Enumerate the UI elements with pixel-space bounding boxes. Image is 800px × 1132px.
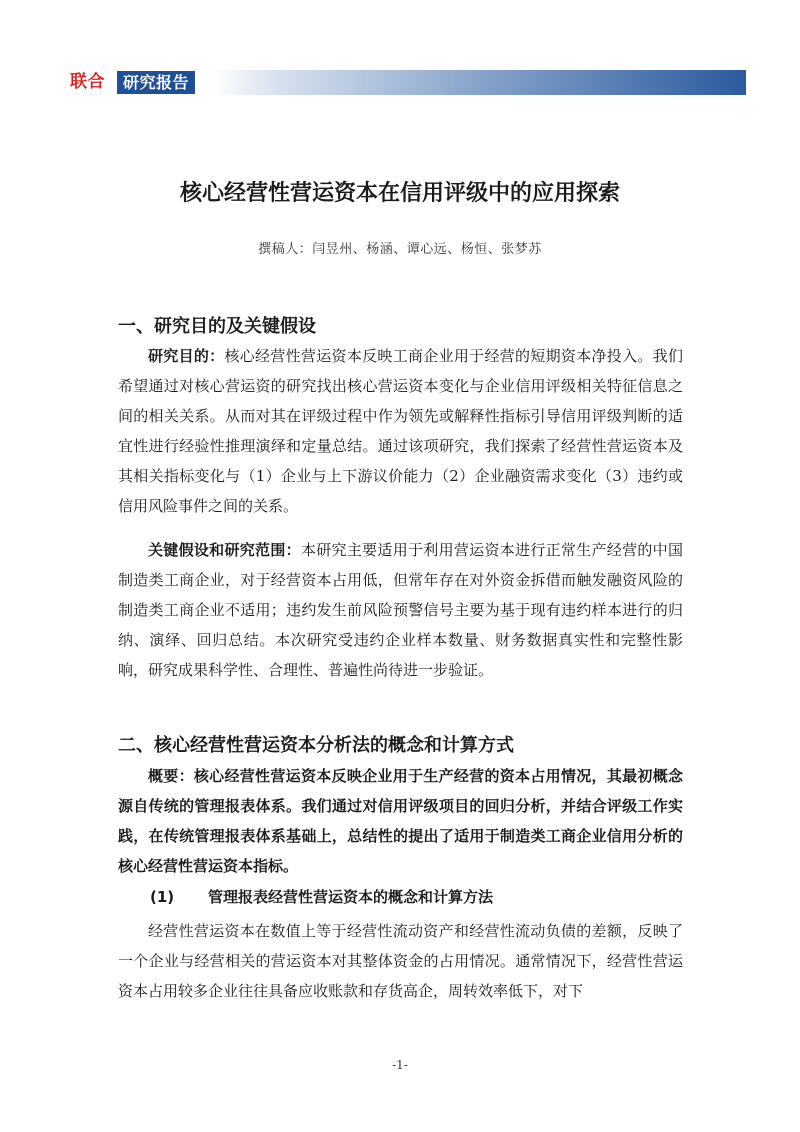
section2-summary: 概要：核心经营性营运资本反映企业用于生产经营的资本占用情况，其最初概念源自传统的管理报表体系。我们通过对信用评级项目的回归分析，并结合评级工作实践，在传统管理报表体系基础上，总结性的提出了适用于制造类工商企业信用分析的核心经营性营运资本指标。 [118, 767, 683, 875]
paragraph1-text: 核心经营性营运资本反映工商企业用于经营的短期资本净投入。我们希望通过对核心营运资的研究找出核心营运资本变化与企业信用评级相关特征信息之间的相关关系。从而对其在评级过程中作为领先或解释性指标引导信用评级判断的适宜性进行经验性推理演绎和定量总结。通过该项研究，我们探索了经营性营运资本及其相关指标变化与（1）企业与上下游议价能力（2）企业融资需求变化（3）违约或信用风险事件之间的关系。 [118, 347, 683, 515]
section2-paragraph: 经营性营运资本在数值上等于经营性流动资产和经营性流动负债的差额，反映了一个企业与经营相关的营运资本对其整体资金的占用情况。通常情况下，经营性营运资本占用较多企业往往具备应收账款和存货高企，周转效率低下，对下 [118, 922, 683, 1000]
paragraph2-text: 本研究主要适用于利用营运资本进行正常生产经营的中国制造类工商企业，对于经营资本占用低，但常年存在对外资金拆借而触发融资风险的制造类工商企业不适用；违约发生前风险预警信号主要为基于现有违约样本进行的归纳、演绎、回归总结。本次研究受违约企业样本数量、财务数据真实性和完整性影响，研究成果科学性、合理性、普遍性尚待进一步验证。 [118, 541, 683, 679]
section1-paragraph2 [118, 535, 683, 685]
section1-paragraph1 [118, 341, 683, 521]
subsection-heading [150, 886, 493, 907]
section1-heading: 一、研究目的及关键假设 [118, 316, 316, 337]
section2-heading: 二、核心经营性营运资本分析法的概念和计算方式 [118, 735, 514, 756]
page-number: -1- [392, 1058, 408, 1072]
paragraph1-lead: 研究目的： [148, 347, 225, 365]
subsection-number: (1) [150, 888, 175, 906]
subsection-title: 管理报表经营性营运资本的概念和计算方法 [208, 888, 494, 906]
brand-name: 联合 [70, 72, 105, 92]
authors-line: 撰稿人：闫昱州、杨涵、谭心远、杨恒、张梦苏 [258, 242, 542, 257]
brand-report-label: 研究报告 [117, 71, 195, 94]
paragraph2-lead: 关键假设和研究范围： [148, 541, 301, 559]
page-title: 核心经营性营运资本在信用评级中的应用探索 [179, 181, 620, 206]
